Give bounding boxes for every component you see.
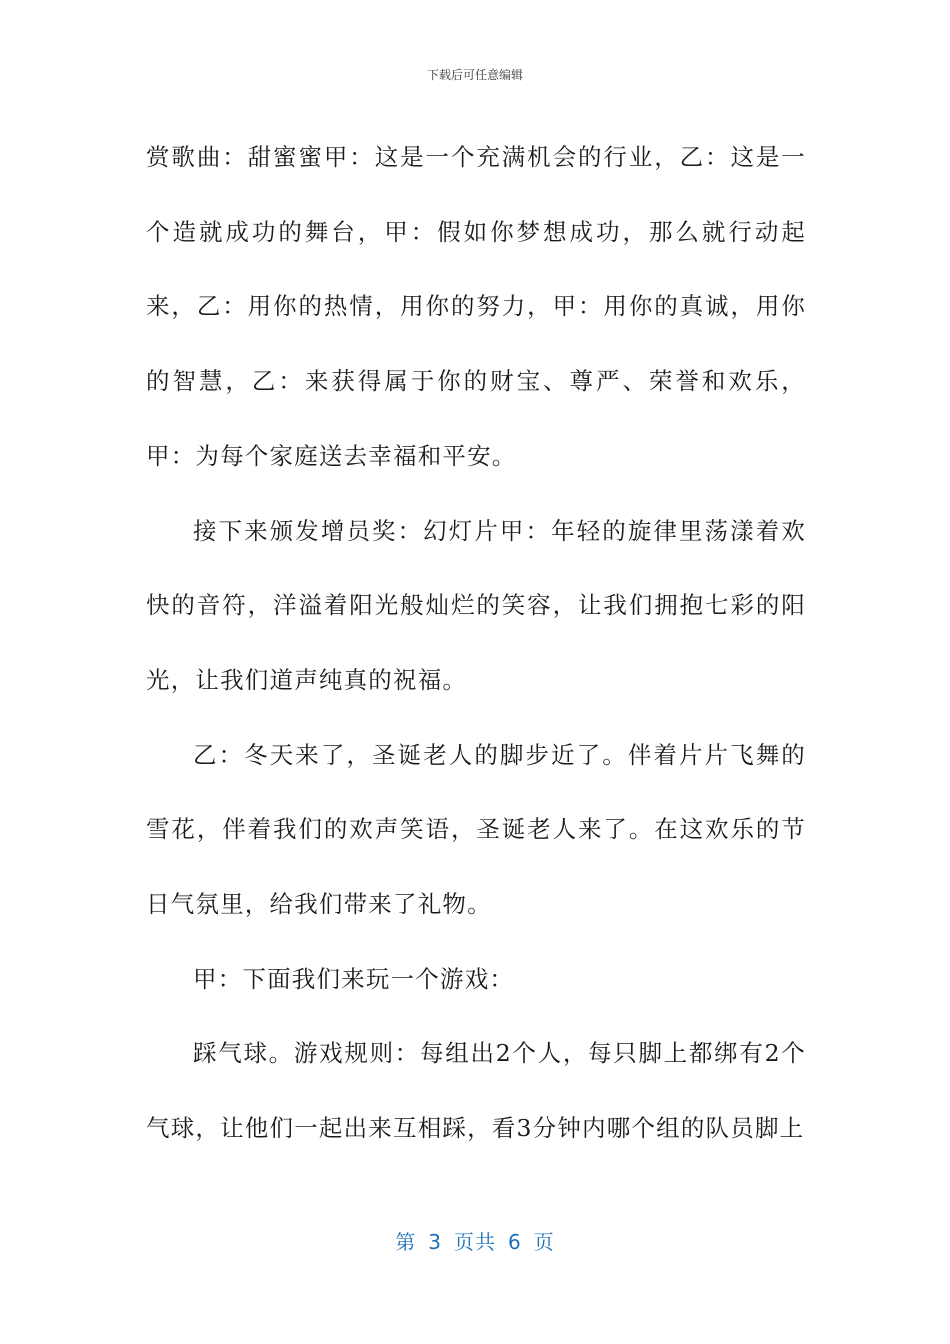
current-page-number: 3 [428,1230,442,1254]
paragraph: 踩气球。游戏规则：每组出2个人，每只脚上都绑有2个气球，让他们一起出来互相踩，看3分钟内哪个组的队员脚上 [146,1039,806,1143]
paragraph: 乙：冬天来了，圣诞老人的脚步近了。伴着片片飞舞的雪花，伴着我们的欢声笑语，圣诞老人来了。在这欢乐的节日气氛里，给我们带来了礼物。 [146,740,806,919]
document-body [146,120,806,1166]
total-pages-number: 6 [508,1230,522,1254]
page-suffix-label: 页 [533,1230,555,1254]
page-number-footer [0,1226,950,1255]
header-note: 下载后可任意编辑 [426,68,523,82]
page-total-label: 页共 [454,1230,496,1254]
paragraph: 接下来颁发增员奖：幻灯片甲：年轻的旋律里荡漾着欢快的音符，洋溢着阳光般灿烂的笑容，让我们拥抱七彩的阳光，让我们道声纯真的祝福。 [146,516,806,694]
paragraph: 甲：下面我们来玩一个游戏： [193,964,515,993]
paragraph: 赏歌曲：甜蜜蜜甲：这是一个充满机会的行业，乙：这是一个造就成功的舞台，甲：假如你梦想成功，那么就行动起来，乙：用你的热情，用你的努力，甲：用你的真诚，用你的智慧，乙：来获得属于你的财宝、尊严、荣誉和欢乐，甲：为每个家庭送去幸福和平安。 [146,143,806,470]
page-label: 第 [395,1230,417,1254]
